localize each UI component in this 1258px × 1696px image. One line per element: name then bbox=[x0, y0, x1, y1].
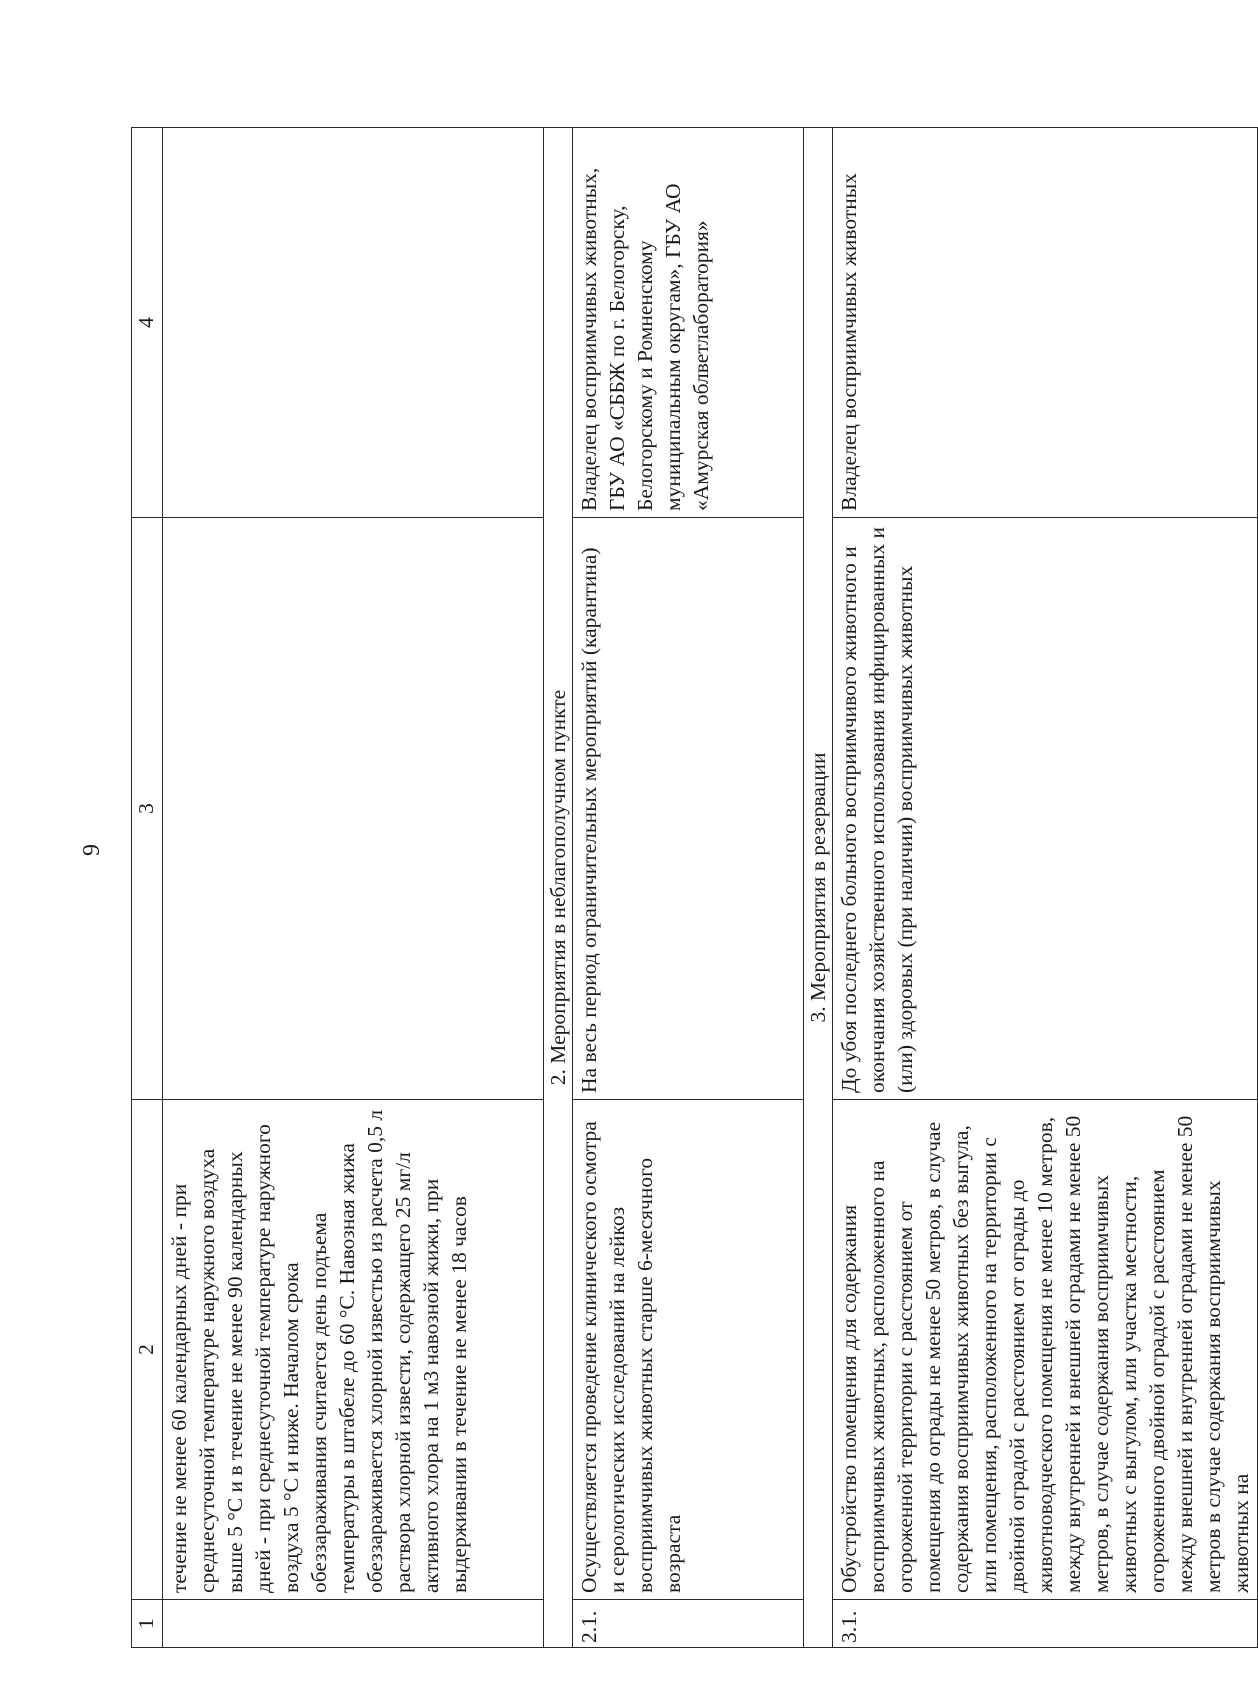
header-col-3: 3 bbox=[132, 518, 163, 1100]
measure-responsible bbox=[163, 128, 544, 518]
section-title-3: 3. Мероприятия в резервации bbox=[804, 128, 833, 1648]
document-sheet bbox=[131, 128, 1253, 1648]
measure-term bbox=[163, 518, 544, 1100]
row-number bbox=[163, 1600, 544, 1648]
measure-text: Обустройство помещения для содержания восприимчивых животных, расположенного на огороженной территории с расстоянием от помещения до ограды не менее 50 метров, в случае содержания восприимчивых животных без выгула, или помещения, расположенного на территории с двойной оградой с расстоянием от ограды до животноводческого помещения не менее 10 метров, между внутренней и внешней оградами не менее 50 метров, в случае содержания восприимчивых животных с выгулом, или участка местности, огороженного двойной оградой с расстоянием между внешней и внутренней оградами не менее 50 метров в случае содержания восприимчивых животных на bbox=[833, 1100, 1258, 1600]
measure-responsible: Владелец восприимчивых животных bbox=[833, 128, 1258, 518]
row-number: 2.1. bbox=[573, 1600, 804, 1648]
measure-responsible: Владелец восприимчивых животных, ГБУ АО «СББЖ по г. Белогорску, Белогорскому и Ромненскому муниципальным округам», ГБУ АО «Амурская облветлаборатория» bbox=[573, 128, 804, 518]
header-col-2: 2 bbox=[132, 1100, 163, 1600]
table-row bbox=[163, 128, 544, 1648]
measures-table bbox=[131, 127, 1258, 1648]
section-row-3 bbox=[804, 128, 833, 1648]
measure-term: На весь период ограничительных мероприятий (карантина) bbox=[573, 518, 804, 1100]
table-row bbox=[833, 128, 1258, 1648]
row-number: 3.1. bbox=[833, 1600, 1258, 1648]
table-row bbox=[573, 128, 804, 1648]
section-row-2 bbox=[544, 128, 573, 1648]
measure-text: течение не менее 60 календарных дней - при среднесуточной температуре наружного воздуха выше 5 °С и в течение не менее 90 календарных дней - при среднесуточной температуре наружного воздуха 5 °С и ниже. Началом срока обеззараживания считается день подъема температуры в штабеле до 60 °С. Навозная жижа обеззараживается хлорной известью из расчета 0,5 л раствора хлорной извести, содержащего 25 мг/л активного хлора на 1 м3 навозной жижи, при выдерживании в течение не менее 18 часов bbox=[163, 1100, 544, 1600]
header-row bbox=[132, 128, 163, 1648]
section-title-2: 2. Мероприятия в неблагополучном пункте bbox=[544, 128, 573, 1648]
header-col-1: 1 bbox=[132, 1600, 163, 1648]
page-number: 9 bbox=[79, 844, 105, 856]
measure-term: До убоя последнего больного восприимчивого животного и окончания хозяйственного использования инфицированных и (или) здоровых (при наличии) восприимчивых животных bbox=[833, 518, 1258, 1100]
measure-text: Осуществляется проведение клинического осмотра и серологических исследований на лейкоз восприимчивых животных старше 6-месячного возраста bbox=[573, 1100, 804, 1600]
header-col-4: 4 bbox=[132, 128, 163, 518]
